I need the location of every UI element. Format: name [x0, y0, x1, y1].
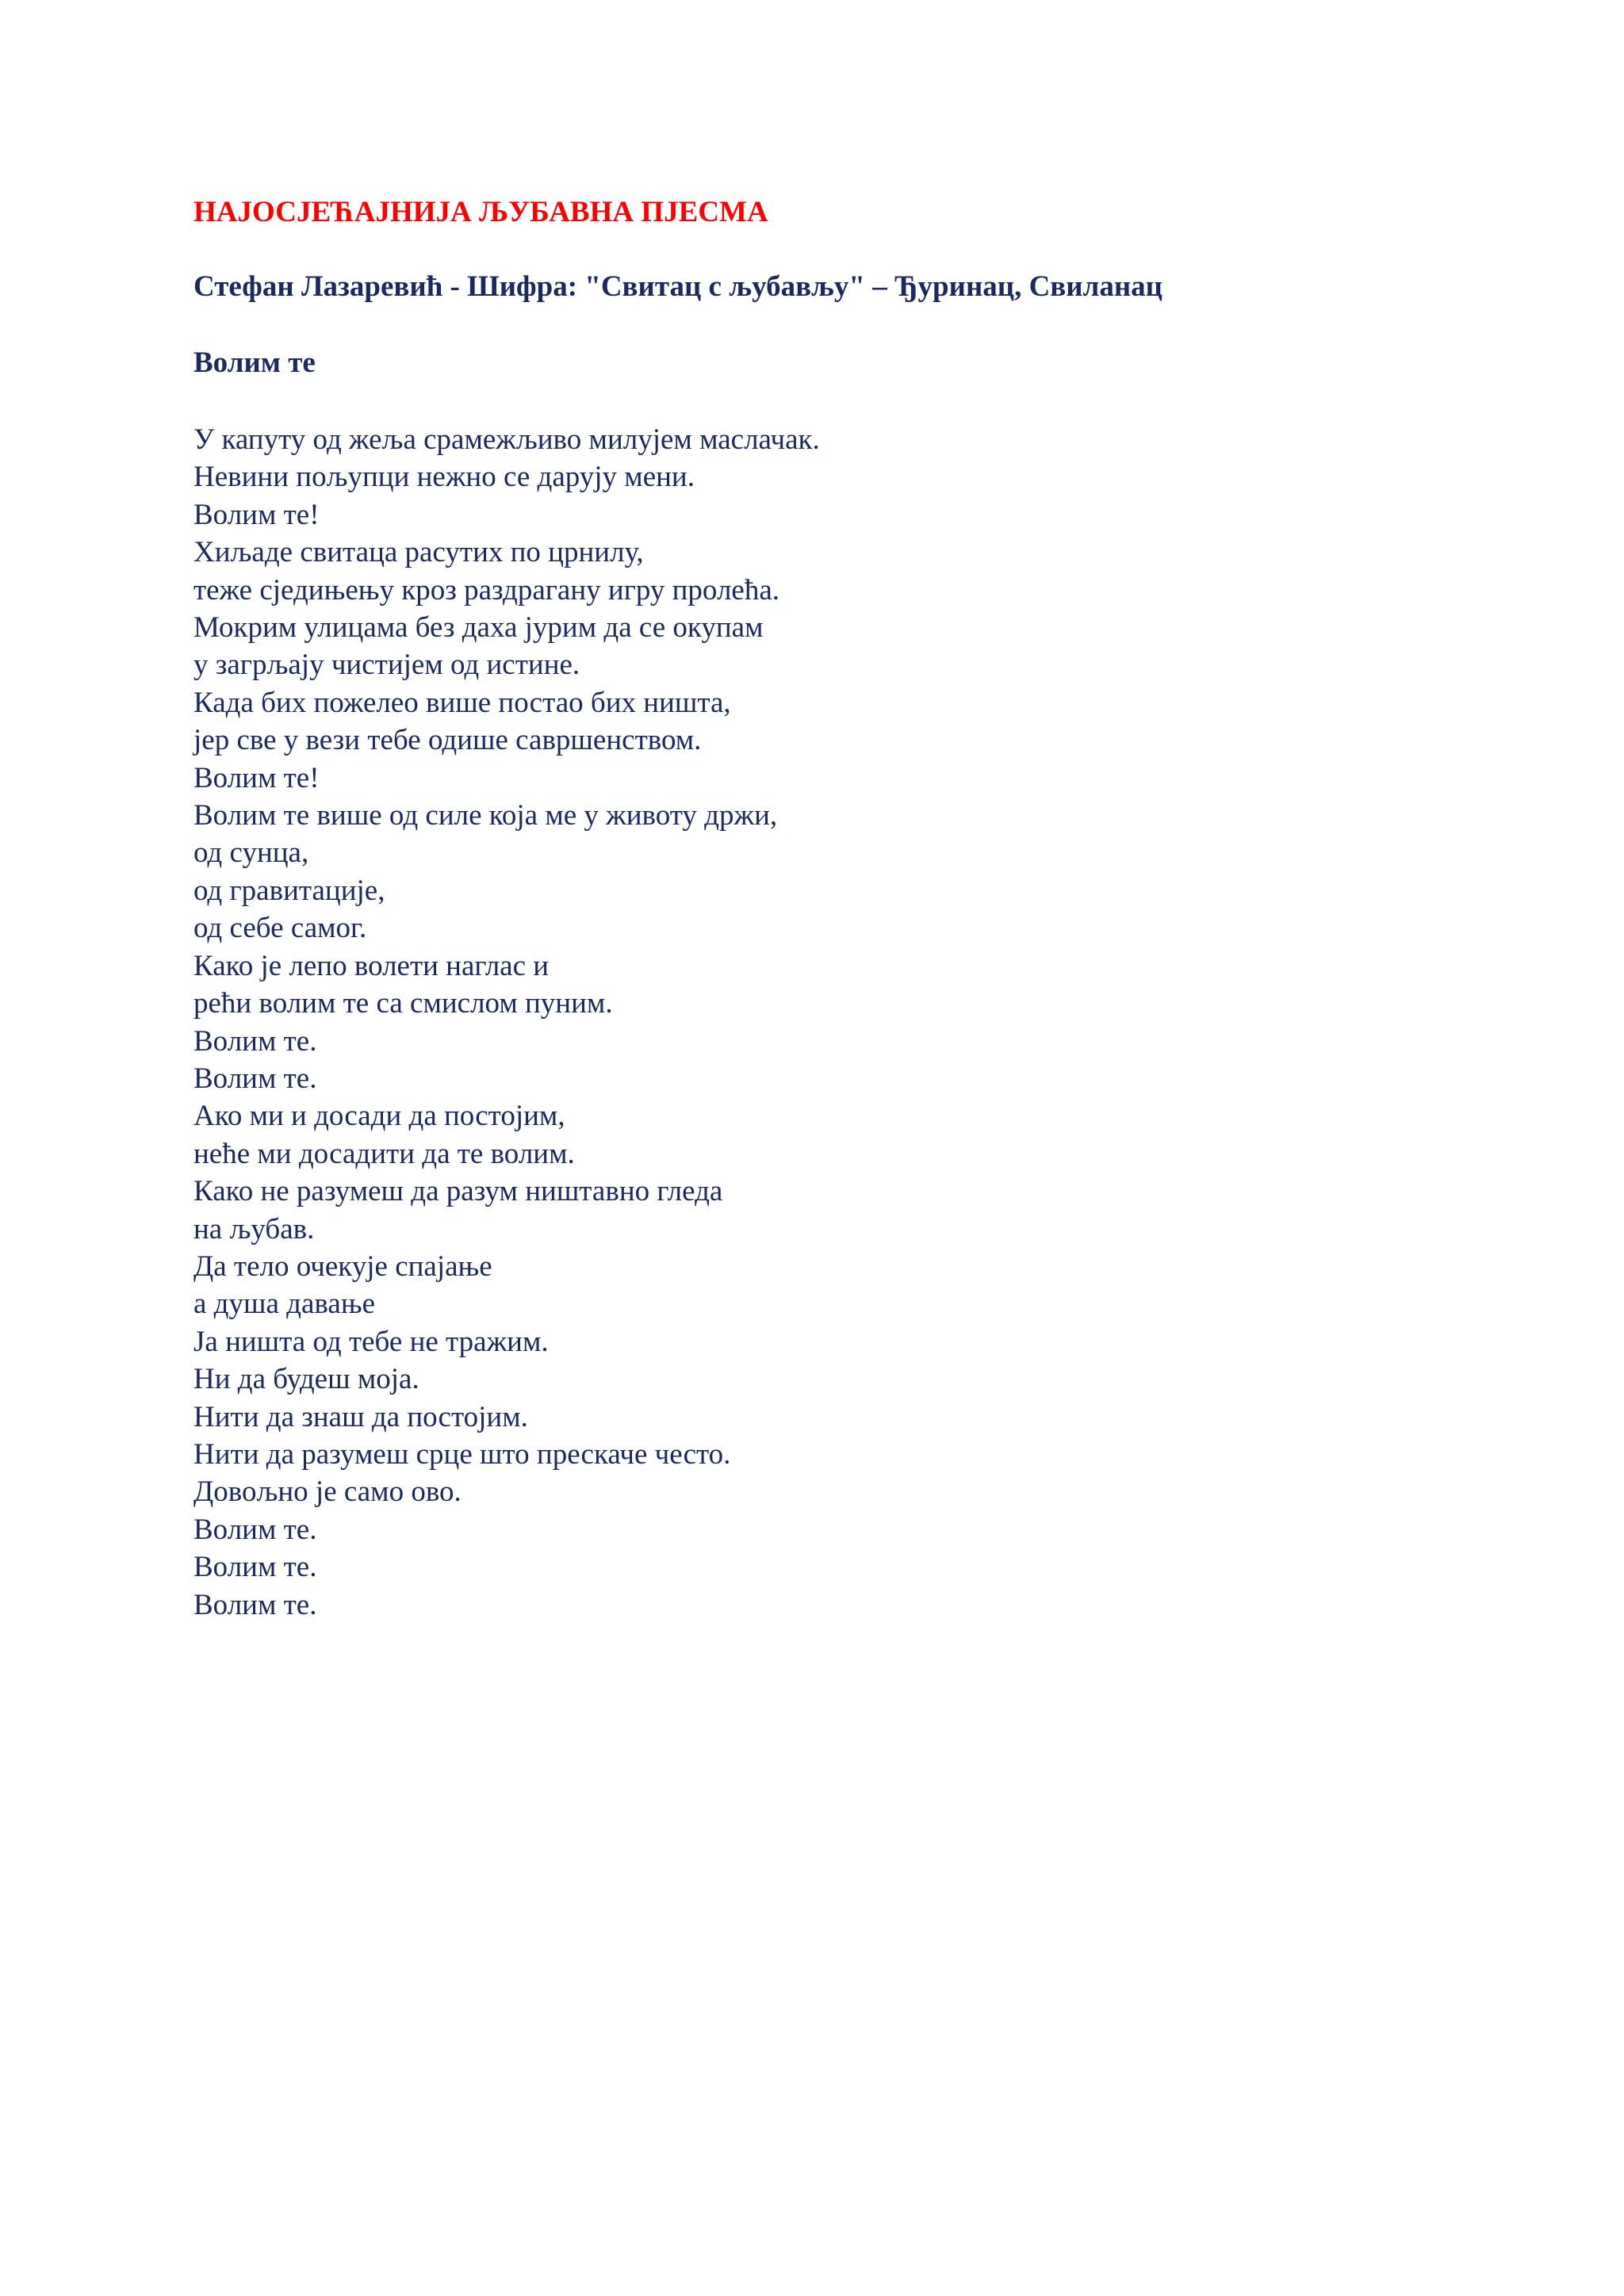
poem-line: а душа давање — [193, 1288, 375, 1321]
poem-line: Како не разумеш да разум ништавно гледа — [193, 1175, 723, 1208]
poem-line: рећи волим те са смислом пуним. — [193, 987, 613, 1020]
poem-line: од себе самог. — [193, 912, 367, 945]
poem-line: Да тело очекује спајање — [193, 1249, 492, 1283]
poem-line: Довољно је само ово. — [193, 1475, 462, 1509]
poem-line: Волим те. — [193, 1024, 317, 1058]
poem-line: Ни да будеш моја. — [193, 1363, 419, 1396]
poem-line: Хиљаде свитаца расутих по црнилу, — [193, 536, 644, 569]
poem-line: Како је лепо волети наглас и — [193, 949, 550, 982]
poem-line: Ако ми и досади да постојим, — [193, 1100, 565, 1133]
poem-line: Волим те. — [193, 1513, 317, 1546]
poem-line: У капуту од жеља срамежљиво милујем маслачак. — [193, 423, 820, 456]
poem-line: Волим те више од силе која ме у животу држи, — [193, 799, 778, 832]
poem-line: теже сједињењу кроз раздрагану игру пролећа. — [193, 573, 780, 607]
poem-line: Волим те. — [193, 1062, 317, 1095]
poem-line: Ја ништа од тебе не тражим. — [193, 1325, 549, 1358]
poem-line: од сунца, — [193, 836, 309, 870]
poem-line: Мокрим улицама без даха јурим да се окупам — [193, 611, 764, 645]
poem-line: Волим те! — [193, 761, 320, 794]
author-byline: Стефан Лазаревић - Шифра: "Свитац с љубављу" – Ђуринац, Свиланац — [193, 270, 1162, 303]
poem-line: на љубав. — [193, 1212, 315, 1246]
poem-body — [193, 421, 1542, 1624]
poem-line: Нити да разумеш срце што прескаче често. — [193, 1437, 731, 1471]
poem-line: јер све у вези тебе одише савршенством. — [193, 724, 702, 757]
poem-line: Невини пољупци нежно се дарују мени. — [193, 461, 695, 494]
document-heading: НАЈОСЈЕЋАЈНИЈА ЉУБАВНА ПЈЕСМА — [193, 196, 768, 228]
poem-line: Нити да знаш да постојим. — [193, 1400, 528, 1433]
poem-line: од гравитације, — [193, 874, 385, 907]
document-content — [193, 195, 1542, 1624]
poem-line: неће ми досадити да те волим. — [193, 1137, 575, 1170]
poem-title: Волим те — [193, 346, 316, 379]
poem-line: Волим те! — [193, 498, 320, 531]
poem-line: Када бих пожелео више постао бих ништа, — [193, 686, 731, 719]
poem-line: у загрљају чистијем од истине. — [193, 649, 580, 682]
poem-line: Волим те. — [193, 1588, 317, 1621]
poem-line: Волим те. — [193, 1551, 317, 1584]
